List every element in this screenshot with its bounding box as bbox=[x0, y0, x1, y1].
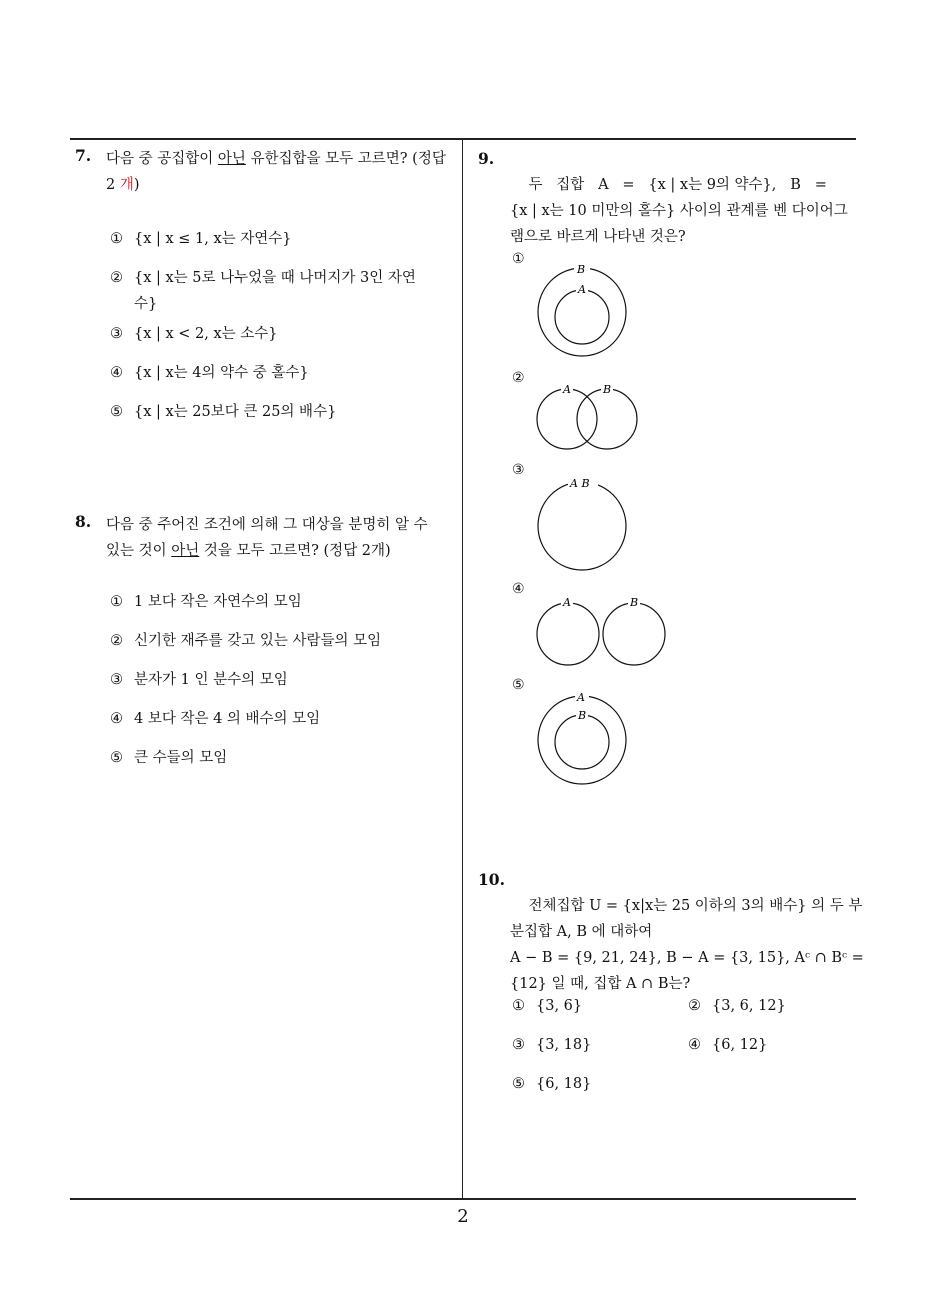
option-1[interactable] bbox=[110, 227, 292, 248]
venn-circle-b bbox=[555, 715, 609, 769]
question-text bbox=[106, 512, 458, 564]
option-text: 분자가 1 인 분수의 모임 bbox=[134, 672, 288, 688]
option-marker: ① bbox=[110, 231, 123, 247]
option-1[interactable] bbox=[110, 590, 302, 611]
text-part: 전체집합 U = {x|x는 25 이하의 3의 배수} 의 두 부 bbox=[528, 898, 863, 914]
venn-circle-a bbox=[555, 290, 609, 344]
text-part: 분집합 A, B 에 대하여 bbox=[510, 924, 653, 940]
venn-label: B bbox=[603, 383, 612, 396]
option-marker: ② bbox=[110, 270, 123, 286]
option-2-marker[interactable]: ② bbox=[512, 370, 525, 386]
option-3[interactable] bbox=[512, 1037, 591, 1053]
option-5-marker[interactable]: ⑤ bbox=[512, 677, 525, 693]
option-marker: ⑤ bbox=[110, 750, 123, 766]
question-number: 8. bbox=[75, 512, 92, 531]
option-4[interactable] bbox=[110, 707, 320, 728]
question-text bbox=[106, 146, 458, 198]
option-text: {6, 18} bbox=[536, 1076, 592, 1092]
venn-label: A bbox=[563, 596, 571, 609]
option-4[interactable] bbox=[110, 361, 309, 382]
venn-label: A B bbox=[570, 477, 590, 490]
option-2[interactable] bbox=[110, 265, 416, 317]
option-2[interactable] bbox=[110, 629, 381, 650]
option-marker: ⑤ bbox=[110, 404, 123, 420]
text-part: 유한집합을 모두 고르면? (정답 bbox=[245, 151, 446, 167]
option-marker: ② bbox=[688, 998, 701, 1014]
venn-diagram-1[interactable] bbox=[530, 262, 634, 362]
text-part: 다음 중 공집합이 bbox=[106, 151, 218, 167]
option-text-continued: 수} bbox=[134, 296, 158, 312]
text-part: {x | x는 10 미만의 홀수} 사이의 관계를 벤 다이어그 bbox=[510, 203, 848, 219]
venn-label: A bbox=[577, 691, 585, 704]
column-divider bbox=[462, 138, 463, 1200]
text-part: 있는 것이 bbox=[106, 543, 172, 559]
option-text: {6, 12} bbox=[712, 1037, 768, 1053]
option-4-marker[interactable]: ④ bbox=[512, 581, 525, 597]
option-1[interactable] bbox=[512, 998, 582, 1014]
option-text: {3, 6, 12} bbox=[712, 998, 786, 1014]
option-text: {x | x는 4의 약수 중 홀수} bbox=[134, 365, 309, 381]
venn-label: A bbox=[578, 283, 586, 296]
venn-label: B bbox=[578, 709, 587, 722]
option-text: {x | x < 2, x는 소수} bbox=[134, 326, 278, 342]
option-5[interactable] bbox=[512, 1076, 591, 1092]
option-5[interactable] bbox=[110, 400, 336, 421]
option-marker: ④ bbox=[110, 365, 123, 381]
option-text: 큰 수들의 모임 bbox=[134, 750, 228, 766]
text-part: {12} 일 때, 집합 A ∩ B는? bbox=[510, 976, 691, 992]
option-text: 4 보다 작은 4 의 배수의 모임 bbox=[134, 711, 321, 727]
page-number: 2 bbox=[457, 1206, 469, 1227]
text-part: 다음 중 주어진 조건에 의해 그 대상을 분명히 알 수 bbox=[106, 517, 428, 533]
option-1-marker[interactable]: ① bbox=[512, 251, 525, 267]
option-3-marker[interactable]: ③ bbox=[512, 462, 525, 478]
option-text: {3, 6} bbox=[536, 998, 583, 1014]
option-2[interactable] bbox=[688, 998, 786, 1014]
venn-diagram-3[interactable] bbox=[530, 474, 634, 574]
option-marker: ④ bbox=[110, 711, 123, 727]
option-4[interactable] bbox=[688, 1037, 767, 1053]
option-text: {x | x는 25보다 큰 25의 배수} bbox=[134, 404, 337, 420]
option-3[interactable] bbox=[110, 668, 288, 689]
option-text: 신기한 재주를 갖고 있는 사람들의 모임 bbox=[134, 633, 382, 649]
venn-circle-b bbox=[538, 268, 626, 356]
text-part: 것을 모두 고르면? (정답 2개) bbox=[199, 543, 391, 559]
question-number: 9. bbox=[478, 149, 495, 168]
underlined-text: 아닌 bbox=[217, 151, 246, 167]
text-part: 두 집합 A = {x | x는 9의 약수}, B = bbox=[528, 177, 827, 193]
option-text: 1 보다 작은 자연수의 모임 bbox=[134, 594, 302, 610]
option-marker: ① bbox=[110, 594, 123, 610]
text-part: 램으로 바르게 나타낸 것은? bbox=[510, 229, 686, 245]
text-part: 2 bbox=[106, 177, 120, 193]
question-text bbox=[510, 146, 860, 276]
option-marker: ⑤ bbox=[512, 1076, 525, 1092]
venn-circle-a bbox=[537, 603, 599, 665]
text-part: ) bbox=[133, 177, 140, 193]
highlighted-text: 개 bbox=[119, 177, 134, 193]
option-3[interactable] bbox=[110, 322, 278, 343]
option-marker: ④ bbox=[688, 1037, 701, 1053]
venn-circle-a bbox=[537, 389, 597, 449]
underlined-text: 아닌 bbox=[171, 543, 200, 559]
venn-label: B bbox=[577, 263, 586, 276]
venn-circle-b bbox=[603, 603, 665, 665]
venn-label: B bbox=[630, 596, 639, 609]
question-number: 10. bbox=[478, 870, 505, 889]
venn-diagram-5[interactable] bbox=[530, 688, 634, 788]
venn-circle-ab bbox=[538, 482, 626, 570]
option-marker: ③ bbox=[110, 326, 123, 342]
text-part: A − B = {9, 21, 24}, B − A = {3, 15}, Aᶜ ∩ Bᶜ = bbox=[510, 950, 864, 966]
option-5[interactable] bbox=[110, 746, 227, 767]
venn-diagram-4[interactable] bbox=[530, 592, 675, 672]
option-marker: ③ bbox=[110, 672, 123, 688]
venn-label: A bbox=[563, 383, 571, 396]
option-text: {x | x는 5로 나누었을 때 나머지가 3인 자연 bbox=[134, 270, 416, 286]
option-marker: ② bbox=[110, 633, 123, 649]
question-number: 7. bbox=[75, 146, 92, 165]
option-marker: ① bbox=[512, 998, 525, 1014]
option-text: {x | x ≤ 1, x는 자연수} bbox=[134, 231, 292, 247]
option-marker: ③ bbox=[512, 1037, 525, 1053]
option-text: {3, 18} bbox=[536, 1037, 592, 1053]
venn-circle-b bbox=[577, 389, 637, 449]
venn-diagram-2[interactable] bbox=[530, 380, 645, 455]
